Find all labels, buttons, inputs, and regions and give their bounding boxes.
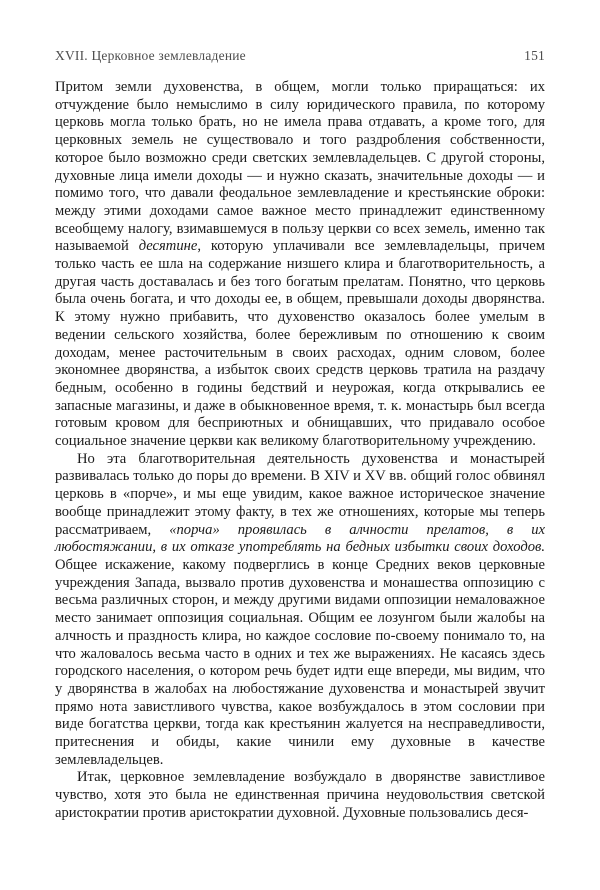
text-run: Итак, церковное землевладение возбуждало в дворянстве завистливое чувство, хотя это была не единственная причина неудовольствия светской аристократии против аристократии духовной. Духовные пользовались деся-	[55, 769, 545, 821]
page-number: 151	[524, 48, 545, 63]
italic-text-run: «порча» проявилась в алчности прелатов, в их любостяжании, в их отказе употреблять на бедных избытки своих доходов.	[55, 521, 545, 556]
text-run: Общее искажение, какому подверглись в конце Средних веков церковные учреждения Запада, вызвало против духовенства и монашества оппозицию с весьма различных сторон, и между другими видами оппозиции немаловажное место занимает оппозиция социальная. Общим ее лозунгом были жалобы на алчность и праздность клира, но каждое сословие по-своему понимало то, на что жаловалось весьма часто в одних и тех же выражениях. Не касаясь здесь городского населения, о котором речь будет идти еще впереди, мы видим, что у дворянства в жалобах на любостяжание духовенства и монастырей звучит прямо нота завистливого чувства, какое возбуждалось в этом сословии при виде богатства церкви, тогда как крестьянин жалуется на несправедливости, притеснения и обиды, какие чинили ему духовные в качестве землевладельцев.	[55, 556, 545, 768]
paragraph	[55, 79, 545, 451]
chapter-title: XVII. Церковное землевладение	[55, 48, 246, 63]
page-body	[55, 79, 545, 823]
text-run: Но эта благотворительная деятельность духовенства и монастырей развивалась только до поры до времени. В XIV и XV вв. общий голос обвинял церковь в «порче», и мы еще увидим, какое важное историческое значение вообще принадлежит этому факту, в тех же отношениях, которые мы теперь рассматриваем,	[55, 450, 545, 538]
paragraph	[55, 769, 545, 822]
italic-text-run: десятине	[138, 238, 198, 255]
paragraph	[55, 451, 545, 770]
page-header	[55, 48, 545, 64]
text-run: Притом земли духовенства, в общем, могли только приращаться: их отчуждение было немыслимо в силу юридического правила, по которому церковь могла только брать, но не имела права отдавать, а кроме того, для церковных земель не существовало и того раздробления собственности, которое было возможно среди светских землевладельцев. С другой стороны, духовные лица имели доходы — и нужно сказать, значительные доходы — и помимо того, что давали феодальное землевладение и крестьянские оброки: между этими доходами самое важное место принадлежит единственному всеобщему налогу, взимавшемуся в пользу церкви со всех земель, именно так называемой	[55, 79, 545, 255]
text-run: , которую уплачивали все землевладельцы, причем только часть ее шла на содержание низшего клира и благотворительность, а другая часть доставалась и без того богатым прелатам. Понятно, что церковь была очень богата, и что доходы ее, в общем, превышали доходы дворянства. К этому нужно прибавить, что духовенство оказалось более умелым в ведении сельского хозяйства, более бережливым по отношению к своим доходам, менее расточительным в своих расходах, одним словом, более экономнее дворянства, а избыток своих средств церковь тратила на раздачу бедным, особенно в годины бедствий и неурожая, когда открывались ее запасные магазины, и даже в обыкновенное время, т. к. монастырь был всегда готовым кровом для бесприютных и обнищавших, что придавало особое социальное значение церкви как великому благотворительному учреждению.	[55, 238, 545, 450]
